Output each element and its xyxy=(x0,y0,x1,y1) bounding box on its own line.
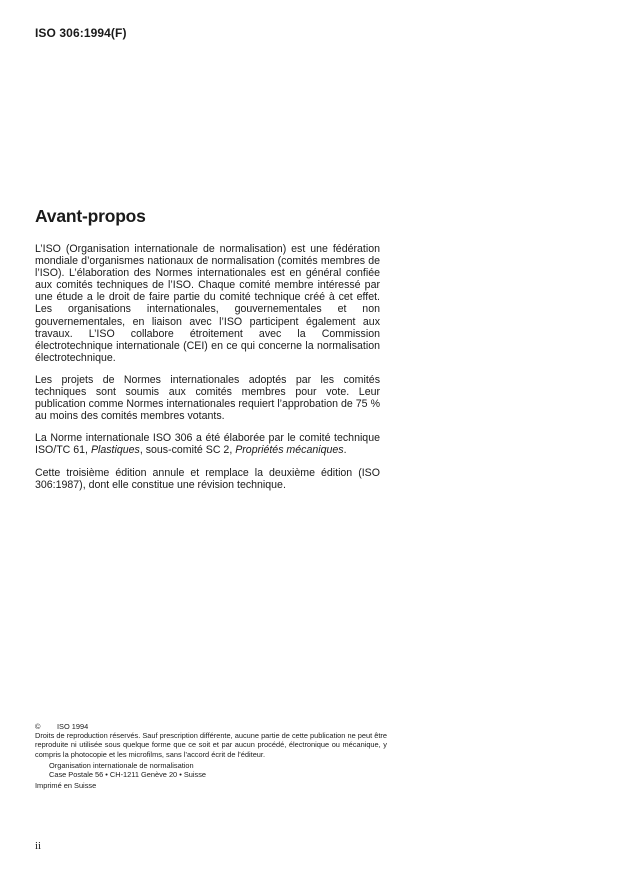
copyright-block xyxy=(35,722,387,790)
paragraph-4: Cette troisième édition annule et remplace la deuxième édition (ISO 306:1987), dont elle constitue une révision technique. xyxy=(35,466,380,491)
paragraph-2: Les projets de Normes internationales adoptés par les comités techniques sont soumis aux comités membres pour vote. Leur publication comme Normes internationales requiert l’approbation de 75 % au moins des comités membres votants. xyxy=(35,373,380,423)
publisher-info xyxy=(49,761,387,779)
copyright-owner-year: ISO 1994 xyxy=(57,722,89,731)
publisher-name: Organisation internationale de normalisation xyxy=(49,760,194,770)
section-title: Avant-propos xyxy=(35,206,146,226)
printed-in: Imprimé en Suisse xyxy=(35,781,97,791)
committee-name: Plastiques xyxy=(90,444,140,457)
paragraph-3-text-middle: , sous-comité SC 2, xyxy=(139,444,236,457)
paragraph-3-text-end: . xyxy=(343,444,347,457)
paragraph-3-text: La Norme internationale ISO 306 a été élaborée par le comité technique ISO/TC 61, xyxy=(35,432,380,457)
copyright-symbol: © xyxy=(35,722,41,731)
paragraph-3 xyxy=(35,432,380,456)
page-number: ii xyxy=(35,840,42,852)
publisher-address: Case Postale 56 • CH-1211 Genève 20 • Suisse xyxy=(49,770,207,780)
subcommittee-name: Propriétés mécaniques xyxy=(235,444,344,457)
foreword-body xyxy=(35,243,380,491)
paragraph-1: L’ISO (Organisation internationale de normalisation) est une fédération mondiale d’organismes nationaux de normalisation (comités membres de l’ISO). L’élaboration des Normes internationales est en général confiée aux comités techniques de l’ISO. Chaque comité membre intéressé par une étude a le droit de faire partie du comité technique créé à cet effet. Les organisations internationales, gouvernementales et non gouvernementales, en liaison avec l’ISO participent également aux travaux. L’ISO collabore étroitement avec la Commission électrotechnique internationale (CEI) en ce qui concerne la normalisation électrotechnique. xyxy=(35,243,380,364)
standard-reference: ISO 306:1994(F) xyxy=(35,26,127,40)
copyright-line xyxy=(35,722,387,731)
rights-notice: Droits de reproduction réservés. Sauf prescription différente, aucune partie de cette publication ne peut être reproduite ni utilisée sous quelque forme que ce soit et par aucun procédé, électronique ou mécanique, y compris la photocopie et les microfilms, sans l’accord écrit de l’éditeur. xyxy=(35,731,387,759)
